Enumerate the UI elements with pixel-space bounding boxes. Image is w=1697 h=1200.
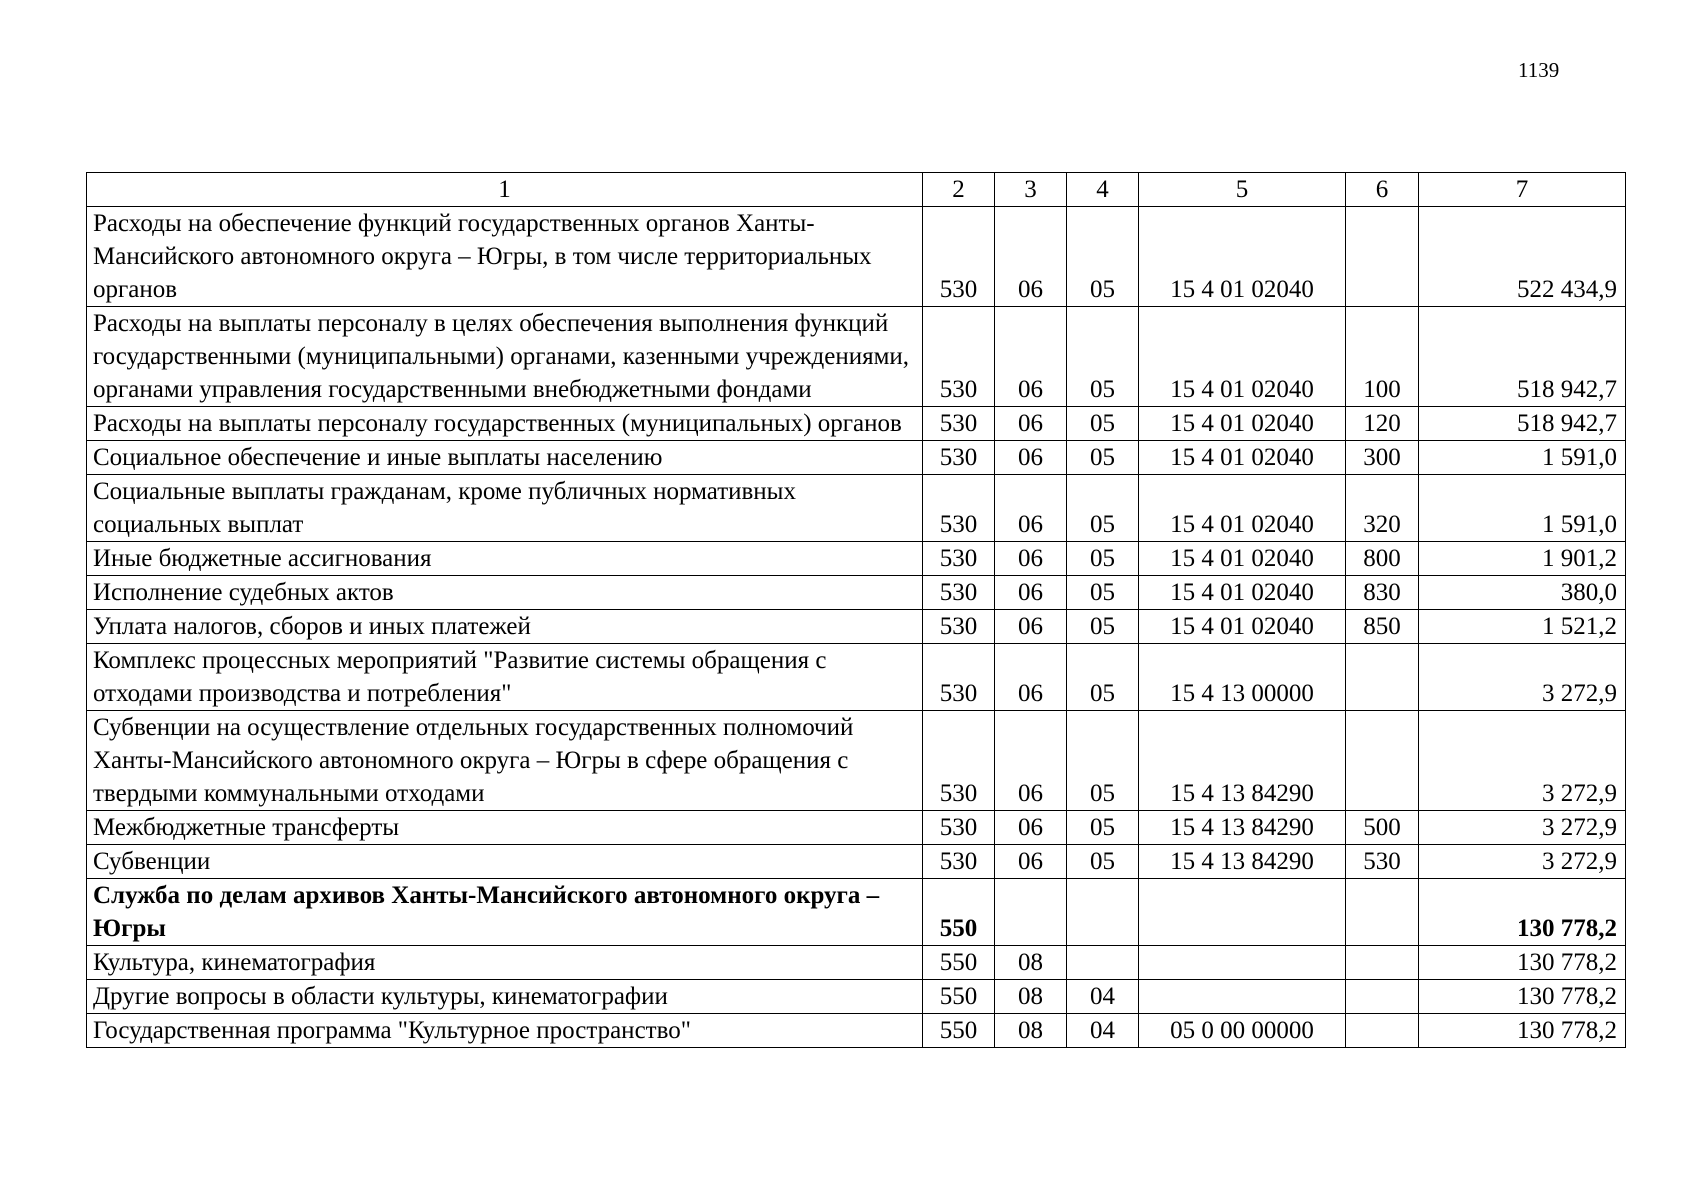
table-body [87, 173, 1626, 1048]
expense-type-code-cell: 300 [1346, 441, 1419, 475]
target-item-code-cell [1139, 980, 1346, 1014]
page-number: 1139 [1518, 58, 1560, 82]
table-row [87, 711, 1626, 811]
ministry-code-cell: 530 [923, 475, 995, 542]
amount-cell: 518 942,7 [1419, 307, 1626, 407]
target-item-code-cell: 15 4 13 84290 [1139, 811, 1346, 845]
ministry-code-cell: 530 [923, 610, 995, 644]
expense-name-cell: Субвенции [87, 845, 923, 879]
subsection-code-cell: 05 [1067, 711, 1139, 811]
table-row [87, 845, 1626, 879]
expense-type-code-cell [1346, 644, 1419, 711]
expense-type-code-cell: 530 [1346, 845, 1419, 879]
ministry-code-cell: 530 [923, 576, 995, 610]
expense-type-code-cell: 500 [1346, 811, 1419, 845]
section-code-cell: 06 [995, 307, 1067, 407]
section-code-cell: 06 [995, 542, 1067, 576]
table-row [87, 980, 1626, 1014]
target-item-code-cell [1139, 879, 1346, 946]
subsection-code-cell: 05 [1067, 811, 1139, 845]
section-code-cell: 06 [995, 407, 1067, 441]
subsection-code-cell: 05 [1067, 610, 1139, 644]
amount-cell: 3 272,9 [1419, 711, 1626, 811]
amount-cell: 130 778,2 [1419, 1014, 1626, 1048]
ministry-code-cell: 550 [923, 1014, 995, 1048]
expense-name-cell: Другие вопросы в области культуры, кинематографии [87, 980, 923, 1014]
amount-cell: 518 942,7 [1419, 407, 1626, 441]
subsection-code-cell: 05 [1067, 407, 1139, 441]
section-code-cell: 06 [995, 644, 1067, 711]
table-row [87, 407, 1626, 441]
header-cell: 6 [1346, 173, 1419, 207]
subsection-code-cell: 05 [1067, 644, 1139, 711]
ministry-code-cell: 530 [923, 207, 995, 307]
amount-cell: 1 591,0 [1419, 441, 1626, 475]
section-code-cell: 06 [995, 711, 1067, 811]
header-row [87, 173, 1626, 207]
target-item-code-cell: 15 4 01 02040 [1139, 207, 1346, 307]
expense-name-cell: Межбюджетные трансферты [87, 811, 923, 845]
target-item-code-cell: 05 0 00 00000 [1139, 1014, 1346, 1048]
ministry-code-cell: 530 [923, 845, 995, 879]
subsection-code-cell: 05 [1067, 307, 1139, 407]
subsection-code-cell: 05 [1067, 475, 1139, 542]
target-item-code-cell: 15 4 13 84290 [1139, 711, 1346, 811]
table-row [87, 644, 1626, 711]
amount-cell: 3 272,9 [1419, 845, 1626, 879]
ministry-code-cell: 530 [923, 711, 995, 811]
expense-name-cell: Культура, кинематография [87, 946, 923, 980]
section-code-cell [995, 879, 1067, 946]
expense-name-cell: Субвенции на осуществление отдельных государственных полномочий Ханты-Мансийского автономного округа – Югры в сфере обращения с твердыми коммунальными отходами [87, 711, 923, 811]
section-code-cell: 06 [995, 207, 1067, 307]
amount-cell: 130 778,2 [1419, 980, 1626, 1014]
section-code-cell: 06 [995, 475, 1067, 542]
table-row [87, 576, 1626, 610]
target-item-code-cell: 15 4 01 02040 [1139, 475, 1346, 542]
amount-cell: 380,0 [1419, 576, 1626, 610]
expense-name-cell: Иные бюджетные ассигнования [87, 542, 923, 576]
header-cell: 3 [995, 173, 1067, 207]
table-row [87, 811, 1626, 845]
table-row [87, 610, 1626, 644]
expense-type-code-cell: 850 [1346, 610, 1419, 644]
target-item-code-cell: 15 4 01 02040 [1139, 610, 1346, 644]
table-row [87, 542, 1626, 576]
table-row [87, 879, 1626, 946]
ministry-code-cell: 550 [923, 879, 995, 946]
subsection-code-cell [1067, 946, 1139, 980]
section-code-cell: 08 [995, 946, 1067, 980]
expense-name-cell: Социальные выплаты гражданам, кроме публичных нормативных социальных выплат [87, 475, 923, 542]
expense-type-code-cell [1346, 879, 1419, 946]
subsection-code-cell: 04 [1067, 980, 1139, 1014]
amount-cell: 1 591,0 [1419, 475, 1626, 542]
section-code-cell: 06 [995, 811, 1067, 845]
expense-name-cell: Социальное обеспечение и иные выплаты населению [87, 441, 923, 475]
table-row [87, 946, 1626, 980]
expense-name-cell: Расходы на выплаты персоналу в целях обеспечения выполнения функций государственными (муниципальными) органами, казенными учреждениями, органами управления государственными внебюджетными фондами [87, 307, 923, 407]
amount-cell: 3 272,9 [1419, 644, 1626, 711]
subsection-code-cell: 05 [1067, 441, 1139, 475]
section-code-cell: 06 [995, 441, 1067, 475]
expense-type-code-cell: 800 [1346, 542, 1419, 576]
ministry-code-cell: 530 [923, 542, 995, 576]
target-item-code-cell: 15 4 01 02040 [1139, 576, 1346, 610]
table-row [87, 441, 1626, 475]
expense-name-cell: Расходы на выплаты персоналу государственных (муниципальных) органов [87, 407, 923, 441]
header-cell: 7 [1419, 173, 1626, 207]
header-cell: 2 [923, 173, 995, 207]
subsection-code-cell [1067, 879, 1139, 946]
expense-name-cell: Государственная программа "Культурное пространство" [87, 1014, 923, 1048]
budget-table [86, 172, 1626, 1048]
ministry-code-cell: 530 [923, 307, 995, 407]
subsection-code-cell: 05 [1067, 542, 1139, 576]
ministry-code-cell: 530 [923, 644, 995, 711]
amount-cell: 522 434,9 [1419, 207, 1626, 307]
expense-name-cell: Служба по делам архивов Ханты-Мансийского автономного округа – Югры [87, 879, 923, 946]
header-cell: 4 [1067, 173, 1139, 207]
section-code-cell: 06 [995, 845, 1067, 879]
amount-cell: 1 901,2 [1419, 542, 1626, 576]
table-row [87, 307, 1626, 407]
expense-type-code-cell: 120 [1346, 407, 1419, 441]
section-code-cell: 06 [995, 610, 1067, 644]
expense-name-cell: Уплата налогов, сборов и иных платежей [87, 610, 923, 644]
ministry-code-cell: 550 [923, 946, 995, 980]
subsection-code-cell: 05 [1067, 207, 1139, 307]
header-cell: 1 [87, 173, 923, 207]
amount-cell: 1 521,2 [1419, 610, 1626, 644]
table-row [87, 1014, 1626, 1048]
section-code-cell: 06 [995, 576, 1067, 610]
amount-cell: 130 778,2 [1419, 879, 1626, 946]
expense-type-code-cell [1346, 946, 1419, 980]
target-item-code-cell: 15 4 01 02040 [1139, 441, 1346, 475]
amount-cell: 3 272,9 [1419, 811, 1626, 845]
header-cell: 5 [1139, 173, 1346, 207]
target-item-code-cell: 15 4 01 02040 [1139, 542, 1346, 576]
ministry-code-cell: 530 [923, 811, 995, 845]
expense-type-code-cell [1346, 1014, 1419, 1048]
ministry-code-cell: 530 [923, 407, 995, 441]
expense-type-code-cell: 830 [1346, 576, 1419, 610]
expense-name-cell: Расходы на обеспечение функций государственных органов Ханты-Мансийского автономного округа – Югры, в том числе территориальных органов [87, 207, 923, 307]
expense-type-code-cell [1346, 980, 1419, 1014]
table-row [87, 475, 1626, 542]
expense-name-cell: Исполнение судебных актов [87, 576, 923, 610]
target-item-code-cell: 15 4 13 00000 [1139, 644, 1346, 711]
subsection-code-cell: 04 [1067, 1014, 1139, 1048]
section-code-cell: 08 [995, 980, 1067, 1014]
section-code-cell: 08 [995, 1014, 1067, 1048]
expense-type-code-cell [1346, 207, 1419, 307]
ministry-code-cell: 530 [923, 441, 995, 475]
target-item-code-cell [1139, 946, 1346, 980]
target-item-code-cell: 15 4 13 84290 [1139, 845, 1346, 879]
expense-type-code-cell [1346, 711, 1419, 811]
amount-cell: 130 778,2 [1419, 946, 1626, 980]
expense-type-code-cell: 100 [1346, 307, 1419, 407]
subsection-code-cell: 05 [1067, 845, 1139, 879]
ministry-code-cell: 550 [923, 980, 995, 1014]
table-row [87, 207, 1626, 307]
target-item-code-cell: 15 4 01 02040 [1139, 307, 1346, 407]
subsection-code-cell: 05 [1067, 576, 1139, 610]
expense-type-code-cell: 320 [1346, 475, 1419, 542]
target-item-code-cell: 15 4 01 02040 [1139, 407, 1346, 441]
expense-name-cell: Комплекс процессных мероприятий "Развитие системы обращения с отходами производства и потребления" [87, 644, 923, 711]
